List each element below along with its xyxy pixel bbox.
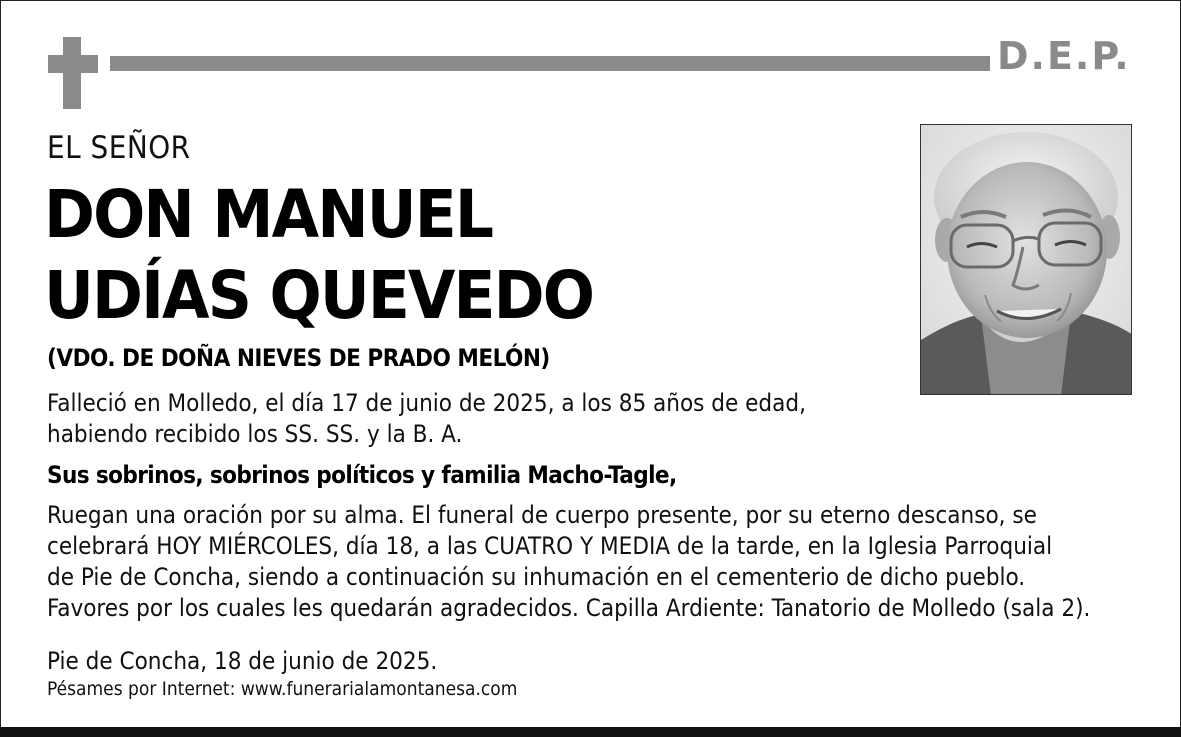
header-rule	[110, 56, 990, 71]
family-line: Sus sobrinos, sobrinos políticos y familia Macho-Tagle,	[47, 461, 677, 489]
internet-condolences: Pésames por Internet: www.funerarialamontanesa.com	[47, 678, 518, 700]
cross-icon-arm	[48, 55, 98, 73]
funeral-text-line3: de Pie de Concha, siendo a continuación su inhumación en el cementerio de dicho pueblo.	[47, 563, 1026, 591]
widower-of: (VDO. DE DOÑA NIEVES DE PRADO MELÓN)	[47, 344, 550, 372]
funeral-text-line2: celebrará HOY MIÉRCOLES, día 18, a las CUATRO Y MEDIA de la tarde, en la Iglesia Parroquial	[47, 532, 1053, 560]
funeral-text-line1: Ruegan una oración por su alma. El funeral de cuerpo presente, por su eterno descanso, se	[47, 501, 1037, 529]
death-notice-line1: Falleció en Molledo, el día 17 de junio de 2025, a los 85 años de edad,	[47, 389, 806, 417]
portrait-photo	[920, 124, 1132, 395]
deceased-name-line1: DON MANUEL	[44, 176, 493, 253]
deceased-name-line2: UDÍAS QUEVEDO	[44, 257, 594, 334]
cross-icon	[63, 37, 81, 109]
funeral-text-line4: Favores por los cuales les quedarán agradecidos. Capilla Ardiente: Tanatorio de Molledo (sala 2).	[47, 594, 1091, 622]
place-date: Pie de Concha, 18 de junio de 2025.	[47, 647, 438, 675]
honorific: EL SEÑOR	[47, 130, 191, 166]
death-notice-line2: habiendo recibido los SS. SS. y la B. A.	[47, 420, 463, 448]
bottom-rule	[0, 727, 1181, 737]
dep-label: D.E.P.	[997, 34, 1131, 78]
